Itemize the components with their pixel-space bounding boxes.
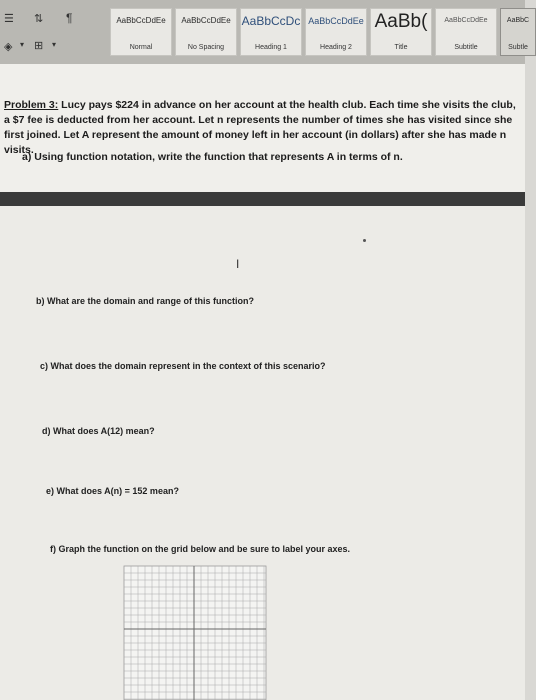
question-f: f) Graph the function on the grid below and be sure to label your axes. xyxy=(50,544,351,554)
style-no-spacing[interactable] xyxy=(175,8,237,56)
style-subtle[interactable] xyxy=(500,8,536,56)
style-title[interactable] xyxy=(370,8,432,56)
question-e: e) What does A(n) = 152 mean? xyxy=(46,486,179,496)
style-name: Subtle xyxy=(508,44,528,51)
style-sample: AaBbCcDc xyxy=(241,14,301,28)
shading-icon[interactable]: ◈ xyxy=(4,41,13,53)
document-page[interactable] xyxy=(0,206,525,700)
style-name: Subtitle xyxy=(454,44,478,51)
chevron-down-icon[interactable]: ▾ xyxy=(20,40,25,49)
problem-paragraph xyxy=(4,98,516,158)
style-name: Title xyxy=(394,44,408,51)
styles-gallery xyxy=(110,8,536,56)
graph-grid xyxy=(124,566,266,700)
document-page[interactable] xyxy=(0,64,525,192)
style-sample: AaBbCcDdEe xyxy=(181,16,231,25)
align-justify-icon[interactable]: ☰ xyxy=(4,13,14,25)
question-b: b) What are the domain and range of this function? xyxy=(36,296,254,306)
problem-text: Lucy pays $224 in advance on her account at the health club. Each time she visits the club, a $7 fee is deducted from her account. Let n represents the number of times she has visited since she first joined. Let A represent the amount of money left in her account (in dollars) after she has made n visits. xyxy=(4,99,516,156)
question-a: a) Using function notation, write the function that represents A in terms of n. xyxy=(22,151,403,163)
question-c: c) What does the domain represent in the context of this scenario? xyxy=(40,361,326,371)
style-sample: AaBbCcDdEe xyxy=(116,16,166,25)
problem-label: Problem 3: xyxy=(4,99,59,111)
text-cursor-icon: I xyxy=(236,257,240,271)
style-name: Heading 2 xyxy=(320,44,352,51)
style-name: Heading 1 xyxy=(255,44,287,51)
style-sample: AaBbCcDdEe xyxy=(444,17,488,24)
style-subtitle[interactable] xyxy=(435,8,497,56)
sort-icon[interactable]: ⇅ xyxy=(34,13,44,25)
style-heading-1[interactable] xyxy=(240,8,302,56)
question-d: d) What does A(12) mean? xyxy=(42,426,155,436)
chevron-down-icon[interactable]: ▾ xyxy=(52,40,57,49)
style-heading-2[interactable] xyxy=(305,8,367,56)
speck xyxy=(363,239,366,242)
ribbon xyxy=(0,0,530,64)
style-name: No Spacing xyxy=(187,44,225,51)
style-name: Normal xyxy=(129,44,153,51)
style-sample: AaBb( xyxy=(374,11,428,32)
page-gap xyxy=(0,192,525,206)
pilcrow-icon[interactable]: ¶ xyxy=(66,11,73,25)
style-normal[interactable] xyxy=(110,8,172,56)
style-sample: AaBbCcDdEe xyxy=(308,16,364,26)
borders-icon[interactable]: ⊞ xyxy=(34,40,44,52)
paragraph-tools xyxy=(0,0,108,64)
style-sample: AaBbC xyxy=(506,17,530,24)
